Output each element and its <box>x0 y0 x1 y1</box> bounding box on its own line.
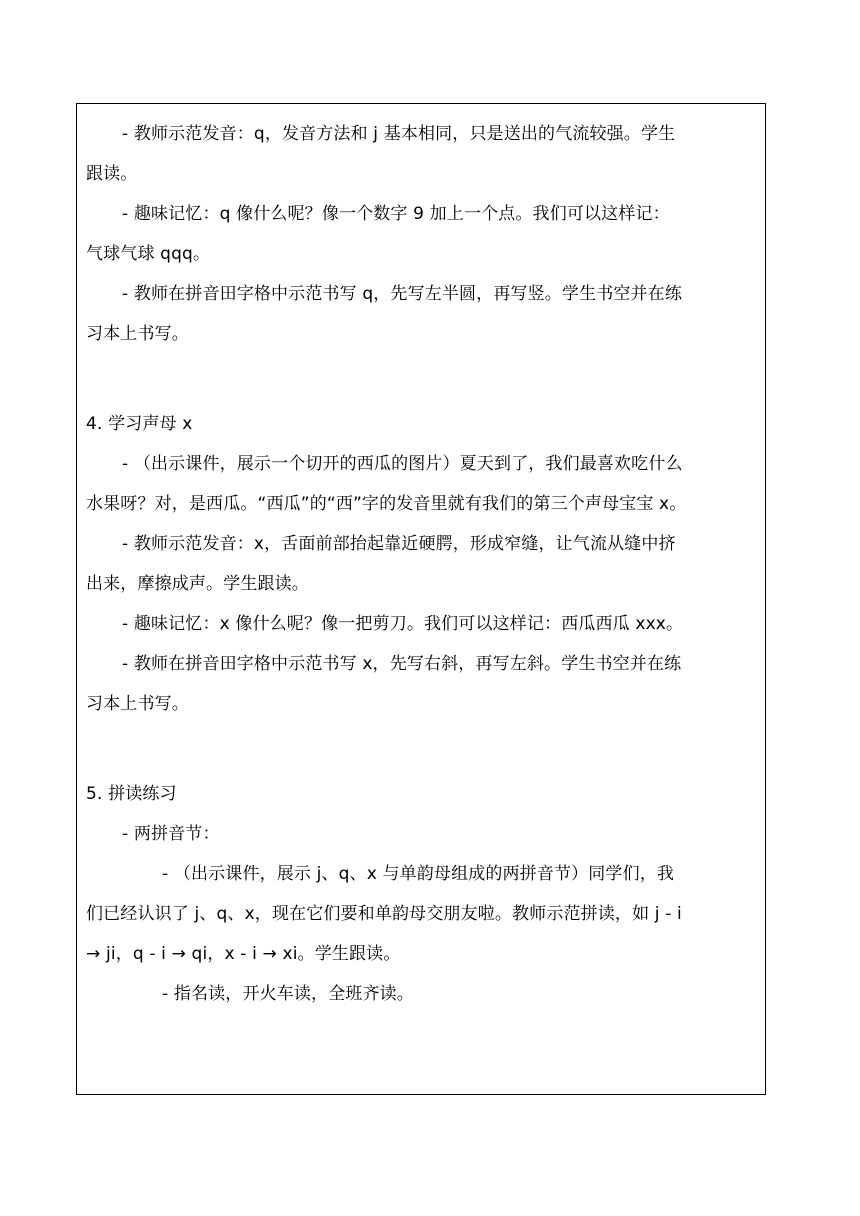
text-line: - 教师示范发音：q，发音方法和 j 基本相同，只是送出的气流较强。学生 <box>122 124 676 144</box>
text-line: 习本上书写。 <box>86 324 189 344</box>
text-line: → ji，q - i → qi，x - i → xi。学生跟读。 <box>86 944 401 964</box>
text-line: 们已经认识了 j、q、x，现在它们要和单韵母交朋友啦。教师示范拼读，如 j - i <box>86 904 682 924</box>
text-line: 水果呀？对，是西瓜。“西瓜”的“西”字的发音里就有我们的第三个声母宝宝 x。 <box>86 494 687 514</box>
lesson-content <box>86 114 758 1014</box>
text-line: 出来，摩擦成声。学生跟读。 <box>86 574 309 594</box>
paragraph-spacer <box>86 354 758 404</box>
text-line: 跟读。 <box>86 164 138 184</box>
section-heading: 5. 拼读练习 <box>86 784 177 804</box>
text-line: - 趣味记忆：q 像什么呢？像一个数字 9 加上一个点。我们可以这样记： <box>122 204 670 224</box>
paragraph-spacer <box>86 724 758 774</box>
text-line: - 趣味记忆：x 像什么呢？像一把剪刀。我们可以这样记：西瓜西瓜 xxx。 <box>122 614 684 634</box>
text-line: - 教师在拼音田字格中示范书写 x，先写右斜，再写左斜。学生书空并在练 <box>122 654 682 674</box>
text-line: 气球气球 qqq。 <box>86 244 211 264</box>
text-line: 习本上书写。 <box>86 694 189 714</box>
text-line: - 教师示范发音：x，舌面前部抬起靠近硬腭，形成窄缝，让气流从缝中挤 <box>122 534 676 554</box>
text-line: - 指名读，开火车读，全班齐读。 <box>162 984 414 1004</box>
document-frame <box>76 103 766 1095</box>
text-line: - （出示课件，展示 j、q、x 与单韵母组成的两拼音节）同学们，我 <box>162 864 675 884</box>
text-line: - 教师在拼音田字格中示范书写 q，先写左半圆，再写竖。学生书空并在练 <box>122 284 682 304</box>
text-line: - （出示课件，展示一个切开的西瓜的图片）夏天到了，我们最喜欢吃什么 <box>122 454 683 474</box>
text-line: - 两拼音节： <box>122 824 220 844</box>
section-heading: 4. 学习声母 x <box>86 414 193 434</box>
